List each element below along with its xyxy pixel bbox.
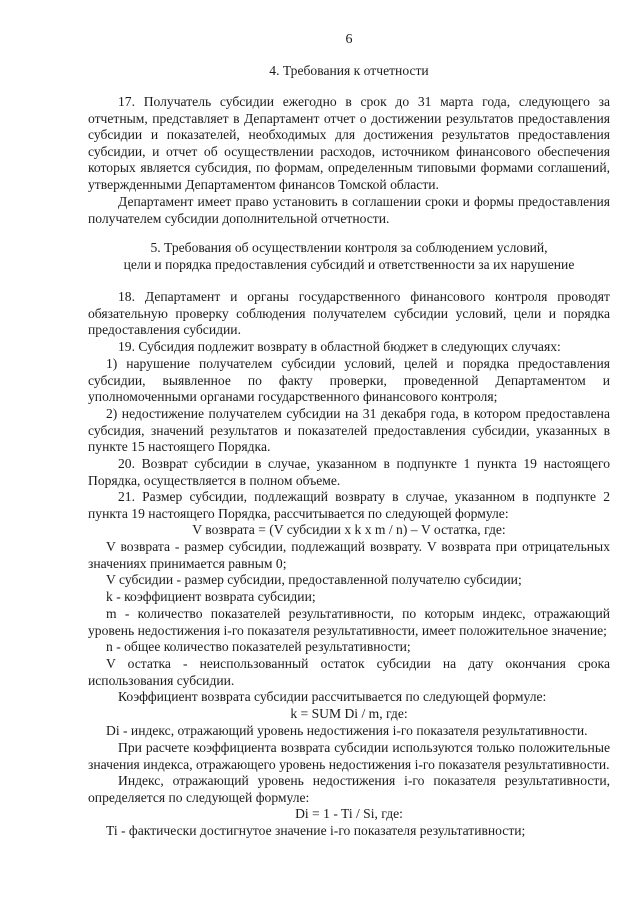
section-5-heading-line-2: цели и порядка предоставления субсидий и ответственности за их нарушение <box>123 257 575 272</box>
paragraph-17: 17. Получатель субсидии ежегодно в срок до 31 марта года, следующего за отчетным, представляет в Департамент отчет о достижении результатов предоставления субсидии и показателей, необходимых для достижения результатов предоставления субсидии, и отчет об осуществлении расходов, источником финансового обеспечения которых является субсидия, по формам, определенным типовыми формами соглашений, утвержденными Департаментом финансов Томской области. <box>88 94 610 192</box>
definition-k: k - коэффициент возврата субсидии; <box>106 589 316 604</box>
formula-return-amount: V возврата = (V субсидии х k х m / n) – V остатка, где: <box>192 522 506 537</box>
paragraph-21: 21. Размер субсидии, подлежащий возврату в случае, указанном в подпункте 2 пункта 19 настоящего Порядка, рассчитывается по следующей формуле: <box>88 489 610 521</box>
definition-n: n - общее количество показателей результативности; <box>106 639 411 654</box>
definition-v-subsidy: V субсидии - размер субсидии, предоставленной получателю субсидии; <box>106 572 522 587</box>
section-5-heading-line-1: 5. Требования об осуществлении контроля за соблюдением условий, <box>150 240 548 255</box>
definition-v-rest: V остатка - неиспользованный остаток субсидии на дату окончания срока использования субсидии. <box>88 656 610 688</box>
paragraph-19-item-2: 2) недостижение получателем субсидии на 31 декабря года, в котором предоставлена субсидия, значений результатов и показателей предоставления субсидии, указанных в пункте 15 настоящего Порядка. <box>88 406 610 455</box>
coefficient-intro: Коэффициент возврата субсидии рассчитывается по следующей формуле: <box>118 689 547 704</box>
paragraph-calculation-note: При расчете коэффициента возврата субсидии используются только положительные значения индекса, отражающего уровень недостижения i-го показателя результативности. <box>88 740 610 772</box>
definition-di: Di - индекс, отражающий уровень недостижения i-го показателя результативности. <box>106 723 588 738</box>
paragraph-18: 18. Департамент и органы государственного финансового контроля проводят обязательную проверку соблюдения получателем субсидии условий, цели и порядка предоставления субсидии. <box>88 289 610 338</box>
definition-v-return: V возврата - размер субсидии, подлежащий возврату. V возврата при отрицательных значениях принимается равным 0; <box>88 539 610 571</box>
paragraph-20: 20. Возврат субсидии в случае, указанном в подпункте 1 пункта 19 настоящего Порядка, осуществляется в полном объеме. <box>88 456 610 488</box>
formula-coefficient: k = SUM Di / m, где: <box>290 706 408 721</box>
section-4-heading: 4. Требования к отчетности <box>269 63 429 78</box>
paragraph-index-definition: Индекс, отражающий уровень недостижения i-го показателя результативности, определяется по следующей формуле: <box>88 773 610 805</box>
definition-ti: Ti - фактически достигнутое значение i-го показателя результативности; <box>106 823 526 838</box>
definition-m: m - количество показателей результативности, по которым индекс, отражающий уровень недостижения i-го показателя результативности, имеет положительное значение; <box>88 606 610 638</box>
paragraph-17-addendum: Департамент имеет право установить в соглашении сроки и формы предоставления получателем субсидии дополнительной отчетности. <box>88 194 610 226</box>
page-number: 6 <box>345 32 353 47</box>
paragraph-19-item-1: 1) нарушение получателем субсидии условий, целей и порядка предоставления субсидии, выявленное по факту проверки, проведенной Департаментом и уполномоченными органами государственного финансового контроля; <box>88 356 610 405</box>
formula-index: Di = 1 - Ti / Si, где: <box>295 806 403 821</box>
paragraph-19: 19. Субсидия подлежит возврату в областной бюджет в следующих случаях: <box>118 339 561 354</box>
